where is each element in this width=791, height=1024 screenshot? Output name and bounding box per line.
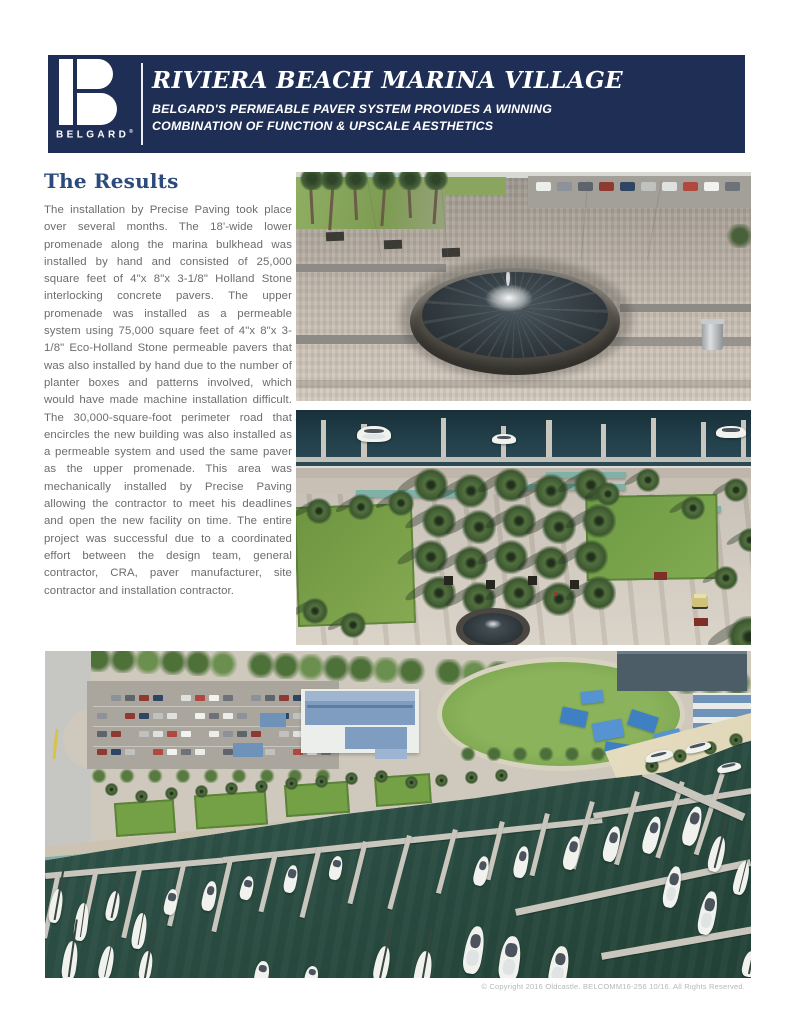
parked-car: [153, 749, 163, 755]
palm-tree: [285, 777, 298, 790]
palm-tree: [724, 478, 748, 502]
parked-car: [578, 182, 593, 191]
boat-cabin: [668, 872, 679, 886]
boat-cabin: [608, 831, 619, 844]
palm-tree: [582, 504, 616, 538]
palm-tree: [105, 783, 118, 796]
parked-car: [223, 695, 233, 701]
belgard-logo: [56, 59, 133, 149]
lawn-square: [114, 799, 176, 837]
palm-canopy: [372, 172, 396, 190]
palm-tree: [728, 616, 751, 645]
tree-pit: [384, 240, 402, 250]
lot-tree: [91, 769, 107, 783]
parked-car: [125, 713, 135, 719]
boat-cabin: [648, 821, 659, 834]
palm-tree: [714, 566, 738, 590]
lawn-tree: [538, 747, 554, 761]
parked-car: [181, 731, 191, 737]
parked-car: [223, 713, 233, 719]
parked-car: [97, 731, 107, 737]
paver-band: [296, 380, 751, 388]
dock-walk: [296, 457, 751, 462]
parked-car: [111, 731, 121, 737]
lot-tree: [119, 769, 135, 783]
page-subtitle-line1: BELGARD'S PERMEABLE PAVER SYSTEM PROVIDES A WINNING: [152, 102, 553, 116]
parked-car: [279, 731, 289, 737]
boat-cabin: [364, 429, 384, 434]
dock-pier: [321, 420, 326, 460]
parked-car: [167, 731, 177, 737]
header-band: [48, 55, 745, 153]
parked-car: [111, 695, 121, 701]
boat: [492, 434, 516, 444]
palm-tree: [306, 498, 332, 524]
building-wing-roof: [345, 727, 407, 749]
section-heading: The Results: [44, 169, 179, 193]
belgard-b-icon: [59, 59, 117, 125]
trash-can: [702, 322, 723, 350]
parked-car: [111, 749, 121, 755]
parked-car: [223, 731, 233, 737]
boat-deck: [363, 434, 385, 439]
palm-canopy: [398, 172, 422, 190]
palm-tree: [574, 540, 608, 574]
boat-cabin: [258, 964, 268, 973]
parked-car: [167, 749, 177, 755]
lawn-tree: [590, 747, 606, 761]
parked-car: [251, 695, 261, 701]
shrub: [726, 224, 751, 248]
palm-tree: [135, 790, 148, 803]
photo-fountain-plaza: [296, 172, 751, 401]
parked-car: [536, 182, 551, 191]
lot-tree: [231, 769, 247, 783]
lawn-tree: [564, 747, 580, 761]
parked-car: [251, 731, 261, 737]
boat-cabin: [504, 943, 518, 958]
boat: [357, 426, 391, 442]
building-roof-blue: [305, 691, 415, 725]
parked-car: [139, 731, 149, 737]
parking-line: [93, 746, 333, 747]
parked-car: [223, 749, 233, 755]
lot-tree: [175, 769, 191, 783]
parked-car: [139, 713, 149, 719]
boat-cabin: [689, 812, 701, 826]
parked-car: [125, 695, 135, 701]
parked-car: [265, 695, 275, 701]
parking-line: [93, 726, 333, 727]
article-column: [44, 169, 292, 600]
palm-tree: [345, 772, 358, 785]
photo-promenade: [296, 410, 751, 645]
parked-car: [683, 182, 698, 191]
boat-cabin: [650, 751, 667, 758]
palm-canopy: [344, 172, 368, 190]
lawn-patch: [444, 177, 506, 195]
paver-accent-red: [694, 618, 708, 626]
paver-band: [296, 264, 446, 272]
tree-canopy: [208, 651, 238, 677]
page-subtitle-line2: COMBINATION OF FUNCTION & UPSCALE AESTHETICS: [152, 118, 494, 133]
parked-car: [195, 749, 205, 755]
palm-tree: [348, 494, 374, 520]
parked-car: [641, 182, 656, 191]
dock-pier: [741, 420, 746, 462]
shade-canopy: [580, 690, 603, 704]
boat-cabin: [244, 879, 253, 888]
dock-pier: [601, 424, 606, 460]
building-roof-blue: [693, 695, 751, 703]
boat-cabin: [288, 869, 297, 879]
building-dark: [617, 651, 747, 691]
tree-pit: [326, 232, 344, 242]
parking-line: [93, 706, 333, 707]
registered-mark: ®: [129, 129, 133, 135]
boat-cabin: [206, 885, 215, 895]
boat-deck: [665, 886, 677, 902]
fountain-water: [422, 272, 608, 358]
parked-car: [125, 749, 135, 755]
body-paragraph: The installation by Precise Paving took place over several months. The 18'-wide lower promenade along the marina bulkhead was installed by hand and consisted of 25,000 square feet of 4"x 8"x 3-1/8" Holland Stone interlocking concrete pavers. The upper promenade was installed as a permeable system using 75,000 square feet of 4"x 8"x 3-1/8" Eco-Holland Stone permeable pavers that was also installed by hand due to the number of planter boxes and patterns involved, which would have made machine installation difficult. The 30,000-square-foot perimeter road that encircles the new building was also installed as a permeable system and used the same paver as the upper promenade. This area was mechanically installed by Precise Paving allowing the contractor to meet his deadlines and open the new facility on time. The entire project was successful due to a coordinated effort between the design team, general contractor, CRA, paver manufacturer, site contractor and installation contractor.: [44, 204, 292, 597]
brand-wordmark: BELGARD®: [56, 129, 133, 141]
lawn-tree: [460, 747, 476, 761]
tree-canopy: [396, 658, 426, 684]
palm-tree: [738, 528, 751, 552]
boat-cabin: [554, 952, 567, 966]
dock-pier: [651, 418, 656, 462]
palm-tree: [636, 468, 660, 492]
parked-car: [153, 731, 163, 737]
parked-car: [209, 695, 219, 701]
palm-tree: [388, 490, 414, 516]
lawn-tree: [512, 747, 528, 761]
parked-car: [181, 749, 191, 755]
parked-car: [97, 713, 107, 719]
palm-tree: [435, 774, 448, 787]
tree-pit: [442, 248, 460, 258]
boat-cabin: [704, 897, 716, 912]
boat-cabin: [722, 428, 740, 432]
building-roof-blue: [260, 713, 286, 727]
building-roof-blue: [233, 743, 263, 757]
entry-canopy: [375, 749, 407, 759]
boat-cabin: [518, 851, 528, 862]
photo-marina-aerial: [45, 651, 751, 978]
paver-accent-red: [654, 572, 667, 580]
parked-car: [237, 731, 247, 737]
parking-asphalt: [528, 176, 751, 208]
parked-car: [599, 182, 614, 191]
parked-car: [97, 749, 107, 755]
boat-deck: [501, 958, 516, 975]
boat-cabin: [690, 743, 706, 749]
boat-cabin: [497, 436, 511, 439]
dock-pier: [546, 420, 552, 462]
boat-cabin: [333, 859, 342, 868]
trash-can-lid: [701, 319, 724, 324]
boat-cabin: [469, 933, 482, 949]
parked-car: [237, 713, 247, 719]
parked-car: [167, 713, 177, 719]
parked-car: [153, 713, 163, 719]
palm-planter: [444, 576, 453, 585]
palm-tree: [315, 775, 328, 788]
parked-car: [265, 749, 275, 755]
palm-tree: [465, 771, 478, 784]
paver-band: [620, 304, 751, 312]
parked-car: [139, 695, 149, 701]
boat: [716, 426, 746, 438]
copyright-text: © Copyright 2016 Oldcastle. BELCOMM16-256 10/16. All Rights Reserved.: [481, 982, 745, 991]
palm-tree: [405, 776, 418, 789]
water-splash: [482, 618, 504, 630]
palm-planter: [528, 576, 537, 585]
lot-tree: [147, 769, 163, 783]
dock-pier: [701, 422, 706, 462]
palm-planter: [486, 580, 495, 589]
palm-tree: [302, 598, 328, 624]
golf-cart: [692, 596, 708, 607]
palm-tree: [195, 785, 208, 798]
parked-car: [725, 182, 740, 191]
boat-cabin: [721, 763, 736, 769]
parked-car: [209, 713, 219, 719]
palm-tree: [681, 496, 705, 520]
lawn-tree: [486, 747, 502, 761]
boat-deck: [465, 949, 479, 967]
parked-car: [279, 695, 289, 701]
parked-car: [557, 182, 572, 191]
lot-tree: [203, 769, 219, 783]
parked-car: [195, 695, 205, 701]
palm-tree: [225, 782, 238, 795]
boat-cabin: [168, 893, 177, 902]
palm-tree: [495, 769, 508, 782]
boat-cabin: [478, 860, 488, 871]
palm-canopy: [424, 172, 448, 190]
boat-deck: [700, 912, 713, 929]
cart-roof: [694, 594, 706, 598]
paver-joint: [514, 180, 515, 260]
header-divider: [141, 63, 143, 145]
paver-band: [296, 335, 418, 344]
parked-car: [181, 695, 191, 701]
building-roof-ridge: [307, 705, 413, 708]
parked-car: [704, 182, 719, 191]
palm-tree: [582, 576, 616, 610]
page-title: RIVIERA BEACH MARINA VILLAGE: [152, 67, 624, 94]
parked-car: [662, 182, 677, 191]
palm-tree: [340, 612, 366, 638]
dock-pier: [441, 418, 446, 462]
parked-car: [620, 182, 635, 191]
parked-car: [209, 731, 219, 737]
palm-tree: [375, 770, 388, 783]
palm-tree: [596, 482, 620, 506]
palm-tree: [165, 787, 178, 800]
boat-cabin: [308, 969, 317, 976]
palm-planter: [570, 580, 579, 589]
palm-canopy: [320, 172, 344, 190]
marker-dot: [554, 592, 558, 596]
palm-tree: [255, 780, 268, 793]
boat-cabin: [568, 841, 579, 853]
parked-car: [195, 713, 205, 719]
parked-car: [153, 695, 163, 701]
water-splash: [478, 280, 540, 316]
boat-deck: [551, 966, 565, 978]
